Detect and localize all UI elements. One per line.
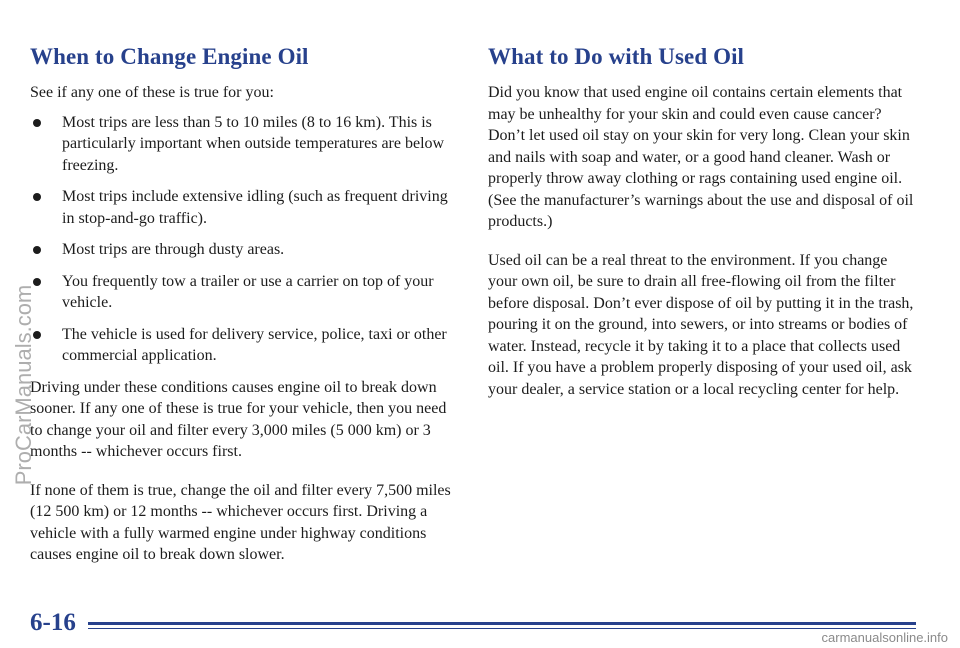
bullet-icon bbox=[33, 193, 41, 201]
paragraph-health-warning: Did you know that used engine oil contains certain elements that may be unhealthy for your skin and could even cause cancer? Don’t let used oil stay on your skin for very long. Clean your skin and nails with soap and water, or a good hand cleaner. Wash or properly throw away clothing or rags containing used engine oil. (See the manufacturer’s warnings about the use and disposal of oil products.) bbox=[488, 84, 914, 230]
list-item: Most trips are less than 5 to 10 miles (8 to 16 km). This is particularly important when outside temperatures are below freezing. bbox=[30, 112, 460, 177]
footer-rule bbox=[88, 622, 916, 625]
list-item: You frequently tow a trailer or use a carrier on top of your vehicle. bbox=[30, 271, 460, 314]
footer-rule-thin bbox=[88, 628, 916, 629]
conditions-list bbox=[30, 112, 460, 367]
list-item: Most trips include extensive idling (such as frequent driving in stop-and-go traffic). bbox=[30, 186, 460, 229]
bullet-icon bbox=[33, 119, 41, 127]
paragraph-environment: Used oil can be a real threat to the environment. If you change your own oil, be sure to drain all free-flowing oil from the filter before disposal. Don’t ever dispose of oil by putting it in the trash, pouring it on the ground, into sewers, or into streams or bodies of water. Instead, recycle it by taking it to a place that collects used oil. If you have a problem properly disposing of your used oil, ask your dealer, a service station or a local recycling center for help. bbox=[488, 251, 914, 398]
bullet-icon bbox=[33, 331, 41, 339]
site-mark: carmanualsonline.info bbox=[821, 630, 948, 645]
right-column bbox=[488, 44, 916, 400]
paragraph-severe-conditions: Driving under these conditions causes engine oil to break down sooner. If any one of these is true for your vehicle, then you need to change your oil and filter every 3,000 miles (5 000 km) or 3 months -- whichever occurs first. bbox=[30, 378, 447, 460]
section-heading-oil-change: When to Change Engine Oil bbox=[30, 44, 309, 69]
list-item: The vehicle is used for delivery service, police, taxi or other commercial application. bbox=[30, 324, 460, 367]
left-column bbox=[30, 44, 460, 566]
bullet-icon bbox=[33, 278, 41, 286]
paragraph-normal-conditions: If none of them is true, change the oil and filter every 7,500 miles (12 500 km) or 12 months -- whichever occurs first. Driving a vehicle with a fully warmed engine under highway conditions causes engine oil to break down slower. bbox=[30, 481, 451, 563]
page-number: 6-16 bbox=[30, 609, 76, 636]
section-heading-used-oil: What to Do with Used Oil bbox=[488, 44, 745, 69]
watermark-text: ProCarManuals.com bbox=[11, 284, 36, 486]
bullet-icon bbox=[33, 246, 41, 254]
intro-text: See if any one of these is true for you: bbox=[30, 84, 274, 101]
list-item: Most trips are through dusty areas. bbox=[30, 239, 460, 261]
